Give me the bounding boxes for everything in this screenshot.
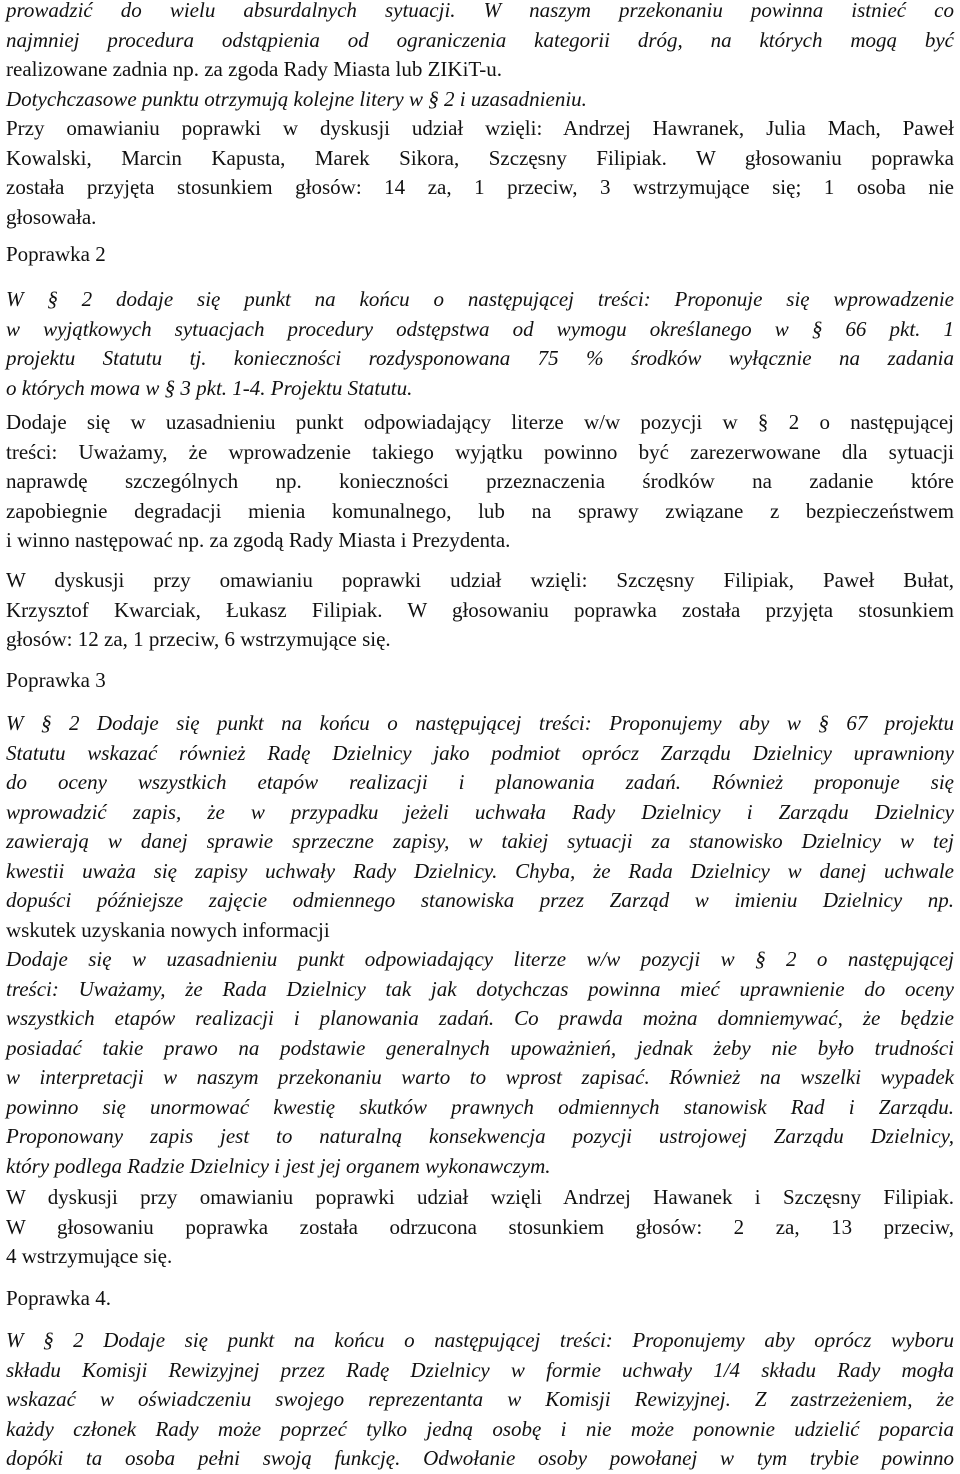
text-line: Przy omawianiu poprawki w dyskusji udział wzięli: Andrzej Hawranek, Julia Mach, Paweł (6, 116, 954, 140)
text-line: i winno następować np. za zgodą Rady Miasta i Prezydenta. (6, 528, 511, 552)
text-line: wskazać w oświadczeniu swojego reprezentanta w Komisji Rewizyjnej. Z zastrzeżeniem, że (6, 1387, 954, 1411)
text-line: projektu Statutu tj. konieczności rozdysponowana 75 % środków wyłącznie na zadania (6, 346, 954, 370)
text-line: 4 wstrzymujące się. (6, 1244, 173, 1268)
text-line: dopuści późniejsze zajęcie odmiennego stanowiska przez Zarząd w imieniu Dzielnicy np. (6, 888, 954, 912)
text-line: W dyskusji przy omawianiu poprawki udział wzięli: Szczęsny Filipiak, Paweł Bułat, (6, 568, 954, 592)
text-line: kwestii uważa się zapisy uchwały Rady Dzielnicy. Chyba, że Rada Dzielnicy w danej uchwale (6, 858, 954, 883)
text-line: głosowała. (6, 204, 97, 229)
text-line: dopóki ta osoba pełni swoją funkcję. Odwołanie osoby powołanej w tym trybie powinno (6, 1446, 954, 1470)
text-line: który podlega Radzie Dzielnicy i jest jej organem wykonawczym. (6, 1153, 551, 1178)
text-line: wprowadzić zapis, że w przypadku jeżeli uchwała Rady Dzielnicy i Zarządu Dzielnicy (6, 799, 954, 824)
text-line: o których mowa w § 3 pkt. 1-4. Projektu Statutu. (6, 375, 413, 400)
text-line: do oceny wszystkich etapów realizacji i planowania zadań. Również proponuje się (6, 770, 954, 794)
text-line: Krzysztof Kwarciak, Łukasz Filipiak. W głosowaniu poprawka została przyjęta stosunkiem (6, 597, 954, 622)
text-line: W § 2 Dodaje się punkt na końcu o następującej treści: Proponujemy aby w § 67 projektu (6, 711, 954, 735)
section-heading-poprawka-2: Poprawka 2 (6, 242, 106, 266)
text-line: Dotychczasowe punktu otrzymują kolejne litery w § 2 i uzasadnieniu. (6, 86, 587, 111)
text-line: W dyskusji przy omawianiu poprawki udział wzięli Andrzej Hawanek i Szczęsny Filipiak. (6, 1185, 954, 1209)
paragraph-poprawka-3-proposal (6, 709, 954, 1181)
text-line: W § 2 dodaje się punkt na końcu o następującej treści: Proponuje się wprowadzenie (6, 287, 954, 311)
text-line: posiadać takie prawo na podstawie generalnych upoważnień, jednak żeby nie było trudności (6, 1035, 954, 1060)
text-line: Dodaje się w uzasadnieniu punkt odpowiadający literze w/w pozycji w § 2 o następującej (6, 947, 954, 971)
text-line: głosów: 12 za, 1 przeciw, 6 wstrzymujące się. (6, 627, 391, 651)
text-line: w wyjątkowych sytuacjach procedury odstępstwa od wymogu określanego w § 66 pkt. 1 (6, 316, 954, 341)
text-line: powinno się unormować kwestię skutków prawnych odmiennych stanowisk Rad i Zarządu. (6, 1094, 954, 1119)
section-heading-poprawka-4: Poprawka 4. (6, 1286, 111, 1310)
text-line: treści: Uważamy, że wprowadzenie takiego wyjątku powinno być zarezerwowane dla sytuacji (6, 439, 954, 464)
text-line: Kowalski, Marcin Kapusta, Marek Sikora, Szczęsny Filipiak. W głosowaniu poprawka (6, 145, 954, 170)
paragraph-poprawka-2-justification (6, 408, 954, 556)
section-heading-poprawka-3: Poprawka 3 (6, 668, 106, 692)
text-line: wszystkich etapów realizacji i planowania zadań. Co prawda można domniemywać, że będzie (6, 1006, 954, 1030)
text-line: w interpretacji w naszym przekonaniu warto to wprost zapisać. Również na wszelki wypadek (6, 1065, 954, 1089)
text-line: realizowane zadnia np. za zgoda Rady Miasta lub ZIKiT-u. (6, 57, 503, 81)
paragraph-intro (6, 0, 954, 232)
paragraph-poprawka-2-proposal (6, 285, 954, 403)
text-line: Statutu wskazać również Radę Dzielnicy jako podmiot oprócz Zarządu Dzielnicy uprawniony (6, 740, 954, 765)
text-line: została przyjęta stosunkiem głosów: 14 za, 1 przeciw, 3 wstrzymujące się; 1 osoba nie (6, 175, 954, 199)
text-line: zapobiegnie degradacji mienia komunalnego, lub na sprawy związane z bezpieczeństwem (6, 498, 954, 523)
text-line: W głosowaniu poprawka została odrzucona stosunkiem głosów: 2 za, 13 przeciw, (6, 1214, 954, 1239)
text-line: wskutek uzyskania nowych informacji (6, 917, 330, 942)
paragraph-poprawka-4-proposal (6, 1326, 954, 1474)
paragraph-poprawka-2-vote (6, 566, 954, 655)
text-line: składu Komisji Rewizyjnej przez Radę Dzielnicy w formie uchwały 1/4 składu Rady mogła (6, 1357, 954, 1382)
paragraph-poprawka-3-vote (6, 1183, 954, 1272)
text-line: Dodaje się w uzasadnieniu punkt odpowiadający literze w/w pozycji w § 2 o następującej (6, 410, 954, 434)
text-line: W § 2 Dodaje się punkt na końcu o następującej treści: Proponujemy aby oprócz wyboru (6, 1328, 954, 1352)
text-line: najmniej procedura odstąpienia od ograniczenia kategorii dróg, na których mogą być (6, 27, 954, 52)
text-line: prowadzić do wielu absurdalnych sytuacji. W naszym przekonaniu powinna istnieć co (6, 0, 954, 22)
text-line: każdy członek Rady może poprzeć tylko jedną osobę i nie może ponownie udzielić poparcia (6, 1416, 954, 1441)
text-line: zawierają w danej sprawie sprzeczne zapisy, w takiej sytuacji za stanowisko Dzielnicy w tej (6, 829, 954, 853)
text-line: treści: Uważamy, że Rada Dzielnicy tak jak dotychczas powinna mieć uprawnienie do oceny (6, 976, 954, 1001)
text-line: Proponowany zapis jest to naturalną konsekwencja pozycji ustrojowej Zarządu Dzielnicy, (6, 1124, 954, 1148)
text-line: naprawdę szczególnych np. konieczności przeznaczenia środków na zadanie które (6, 469, 954, 493)
